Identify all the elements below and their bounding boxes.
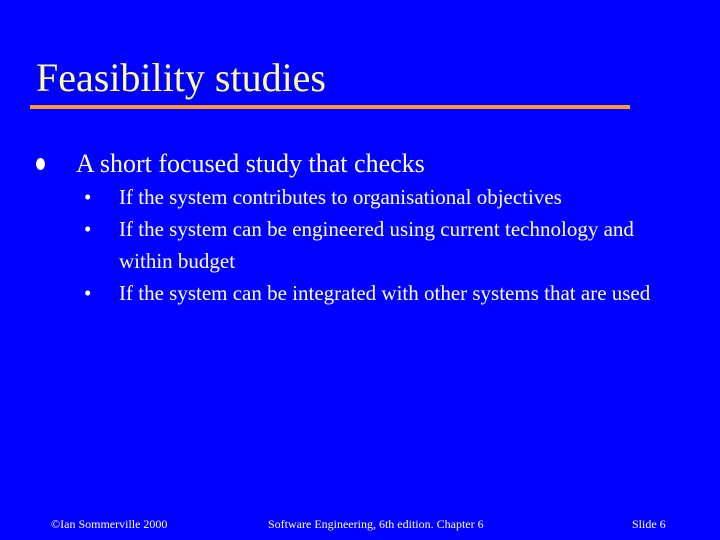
sub-bullet-text: If the system can be engineered using current technology and within budget [119, 217, 634, 273]
list-item [84, 181, 684, 213]
footer-copyright: ©Ian Sommerville 2000 [51, 517, 168, 531]
bullet-dot-icon: • [84, 217, 92, 241]
main-bullet-text: A short focused study that checks [76, 149, 425, 178]
bullet-dot-icon: • [84, 185, 92, 209]
sub-bullet-text: If the system contributes to organisational objectives [119, 185, 562, 209]
list-item [84, 277, 684, 309]
sub-bullet-text: If the system can be integrated with other systems that are used [119, 281, 651, 305]
footer-slide-number: Slide 6 [632, 517, 666, 531]
slide-title: Feasibility studies [36, 55, 326, 100]
bullet-marker-icon [36, 158, 45, 170]
title-underline [30, 105, 630, 109]
bullet-dot-icon: • [84, 281, 92, 305]
footer-book-title: Software Engineering, 6th edition. Chapter 6 [268, 517, 484, 531]
sub-bullet-list [84, 181, 684, 309]
list-item [84, 213, 684, 277]
